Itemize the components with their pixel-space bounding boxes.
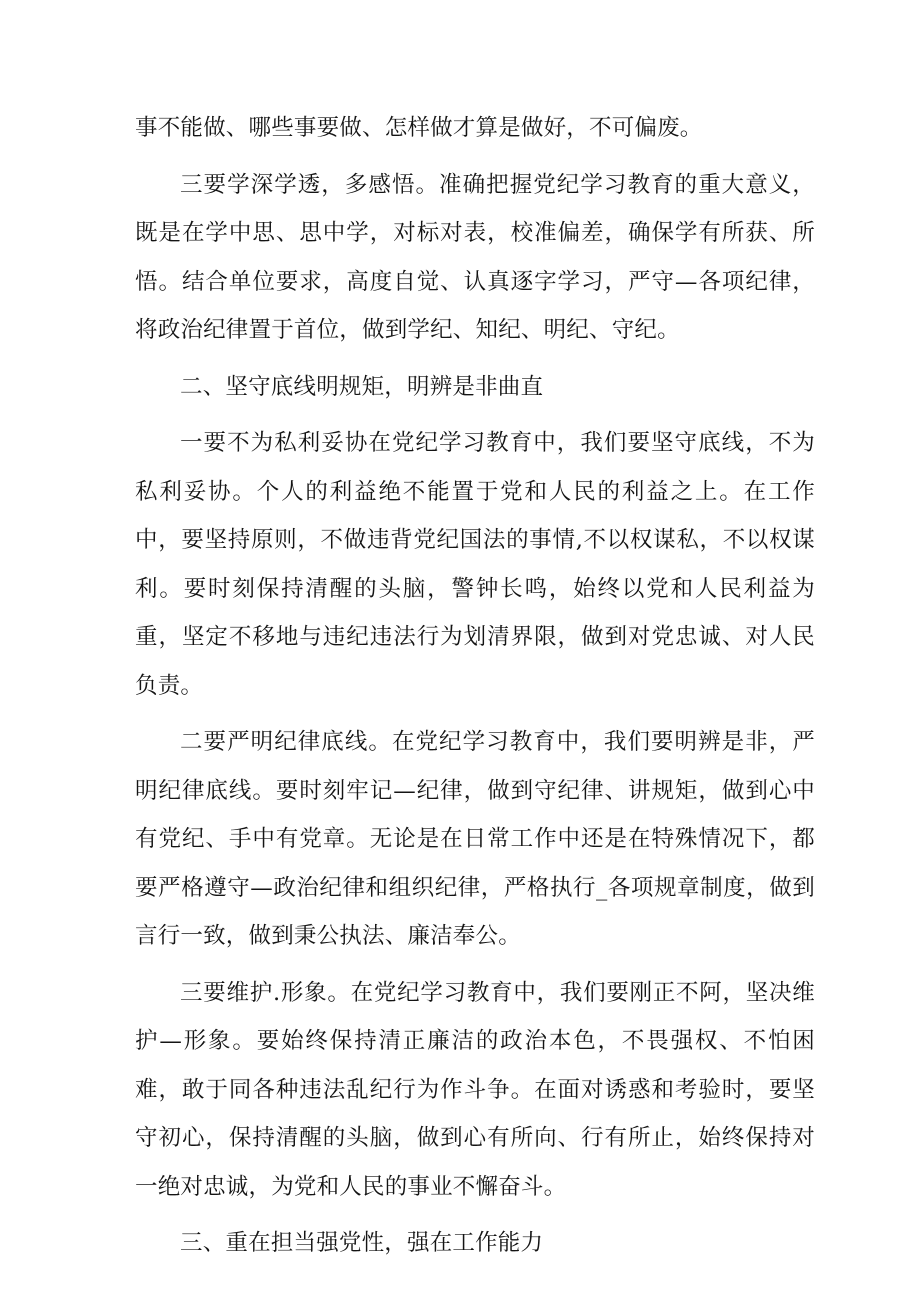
section-heading-two: 二、坚守底线明规矩，明辨是非曲直 <box>180 373 544 400</box>
paragraph-continuation: 事不能做、哪些事要做、怎样做才算是做好，不可偏废。 <box>135 115 703 141</box>
paragraph-discipline-bottom-line: 二要严明纪律底线。在党纪学习教育中，我们要明辨是非，严明纪律底线。要时刻牢记—纪律，做到守纪律、讲规矩，做到心中有党纪、手中有党章。无论是在日常工作中还是在特殊情况下，都要严格遵守—政治纪律和组织纪律，严格执行_各项规章制度，做到言行一致，做到秉公执法、廉洁奉公。 <box>135 729 815 949</box>
paragraph-maintain-image: 三要维护.形象。在党纪学习教育中，我们要刚正不阿，坚决维护—形象。要始终保持清正廉洁的政治本色，不畏强权、不怕困难，敢于同各种违法乱纪行为作斗争。在面对诱惑和考验时，要坚守初心，保持清醒的头脑，做到心有所向、行有所止，始终保持对一绝对忠诚，为党和人民的事业不懈奋斗。 <box>135 979 815 1200</box>
paragraph-no-compromise: 一要不为私利妥协在党纪学习教育中，我们要坚守底线，不为私利妥协。个人的利益绝不能置于党和人民的利益之上。在工作中，要坚持原则，不做违背党纪国法的事情,不以权谋私，不以权谋利。要时刻保持清醒的头脑，警钟长鸣，始终以党和人民利益为重，坚定不移地与违纪违法行为划清界限，做到对党忠诚、对人民负责。 <box>135 430 815 699</box>
paragraph-study-deeply: 三要学深学透，多感悟。准确把握党纪学习教育的重大意义，既是在学中思、思中学，对标对表，校准偏差，确保学有所获、所悟。结合单位要求，高度自觉、认真逐字学习，严守—各项纪律，将政治纪律置于首位，做到学纪、知纪、明纪、守纪。 <box>135 171 815 343</box>
section-heading-three: 三、重在担当强党性，强在工作能力 <box>180 1230 544 1256</box>
document-body <box>135 104 815 1268</box>
